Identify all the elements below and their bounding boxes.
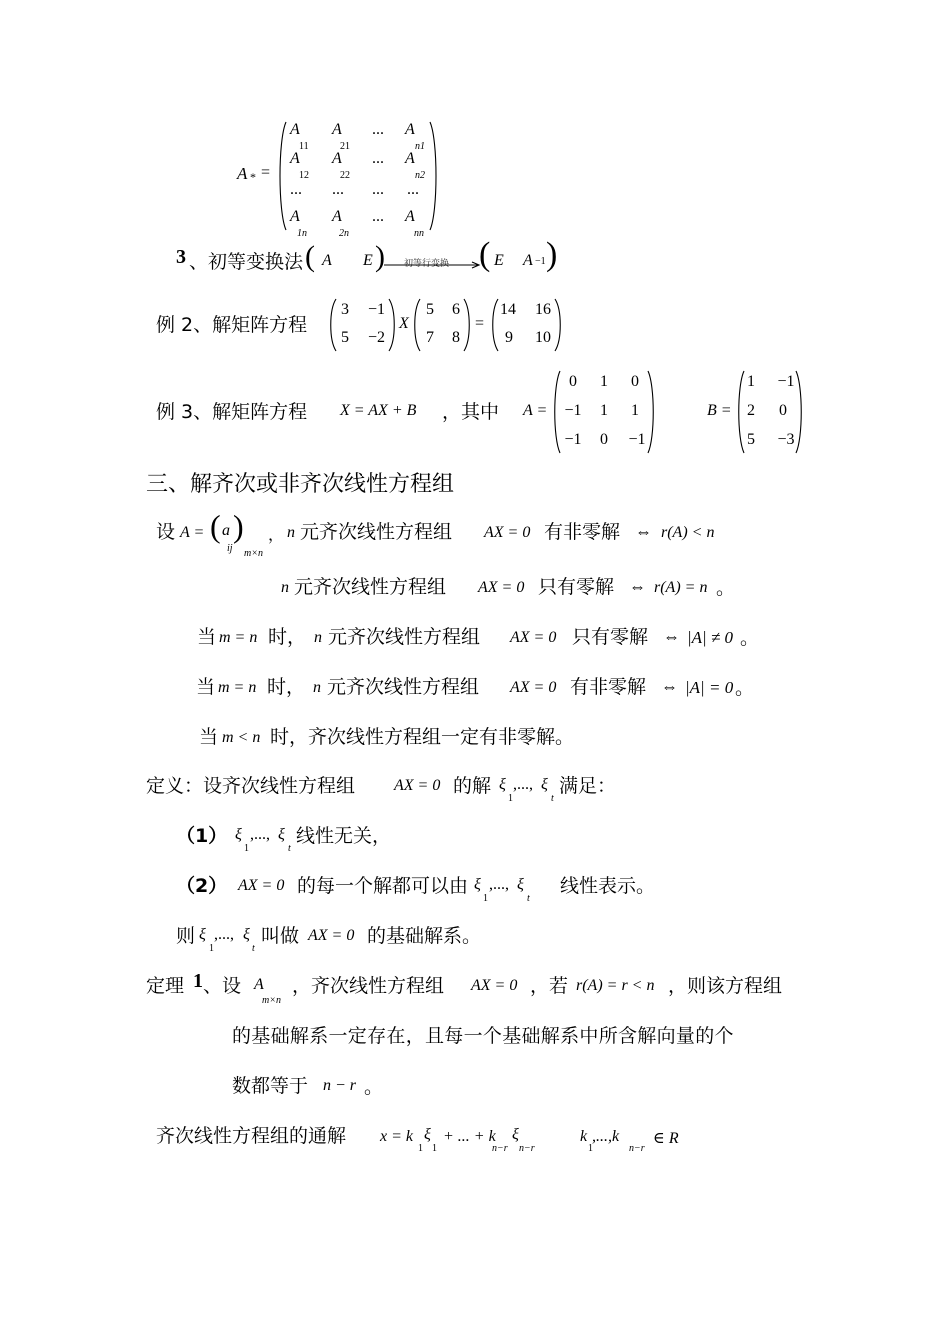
- xi-symbol: ξ: [243, 926, 250, 943]
- iff-icon: ⇔: [663, 627, 680, 646]
- called-label: 叫做: [261, 925, 300, 947]
- matrix-entry: 8: [452, 329, 460, 346]
- theorem-label-b: 、设: [203, 975, 242, 997]
- nonzero-solution: 有非零解: [544, 521, 621, 543]
- a-entry: a: [222, 522, 230, 539]
- right-bracket: [553, 298, 563, 352]
- matrix-entry-sub: nn: [414, 228, 424, 239]
- matrix-entry: A: [332, 121, 342, 138]
- plus-dots: + ... + k: [443, 1128, 496, 1145]
- AX0: AX = 0: [308, 927, 355, 944]
- example2-label: 例 2、解矩阵方程: [156, 314, 308, 336]
- x-eq-k: x = k: [380, 1128, 413, 1145]
- item3-inverse-sup: −1: [535, 256, 546, 267]
- homog-text: 元齐次线性方程组: [328, 626, 481, 648]
- xi-symbol: ξ: [512, 1126, 519, 1143]
- matrix-entry: 1: [747, 373, 755, 390]
- matrix-entry: 0: [569, 373, 577, 390]
- AX0: AX = 0: [484, 524, 531, 541]
- time-label: 时，: [268, 626, 307, 648]
- homog-text: 元齐次线性方程组: [294, 576, 447, 598]
- k-sub: n−r: [492, 1143, 508, 1154]
- matrix-entry-sub: 22: [340, 170, 350, 181]
- period: 。: [364, 1076, 384, 1098]
- matrix-entry: ...: [372, 121, 384, 138]
- matrix-entry: −3: [777, 431, 795, 448]
- homog-text: 元齐次线性方程组: [300, 521, 453, 543]
- dots: ,...,: [489, 876, 509, 893]
- right-bracket: [387, 298, 397, 352]
- xi-symbol: ξ: [541, 776, 548, 793]
- theorem-line2: 的基础解系一定存在，且每一个基础解系中所含解向量的个: [232, 1025, 734, 1047]
- matrix-entry: 5: [341, 329, 349, 346]
- theorem-then: ，则该方程组: [668, 975, 783, 997]
- dots: ,...,: [214, 926, 234, 943]
- xi-symbol: ξ: [499, 776, 506, 793]
- theorem-label: 定理: [146, 975, 185, 997]
- xi-sub: 1: [432, 1143, 437, 1154]
- matrix-entry-sub: 1n: [297, 228, 307, 239]
- item3-number: 3: [176, 246, 186, 268]
- arrow-label: 初等行变换: [404, 259, 450, 269]
- matrix-entry-sub: 12: [299, 170, 309, 181]
- matrix-A-label: A =: [523, 402, 548, 419]
- n-var: n: [313, 679, 321, 696]
- xi-sub: 1: [483, 893, 488, 904]
- k-sub: n−r: [629, 1143, 645, 1154]
- xi-symbol: ξ: [474, 876, 481, 893]
- example3-label: 例 3、解矩阵方程: [156, 401, 308, 423]
- theorem-text: ，齐次线性方程组: [292, 975, 445, 997]
- matrix-entry: A: [332, 150, 342, 167]
- condition-text: 线性无关，: [296, 825, 392, 847]
- when-label: 当: [199, 726, 219, 748]
- left-paren: (: [305, 240, 315, 273]
- then-label: 则: [176, 925, 196, 947]
- homog-must-text: 时，齐次线性方程组一定有非零解。: [270, 726, 575, 748]
- iff-icon: ⇔: [629, 577, 646, 596]
- right-bracket: [462, 298, 472, 352]
- theorem-if: ，若: [530, 975, 569, 997]
- left-paren: (: [210, 508, 221, 544]
- xi-symbol: ξ: [278, 826, 285, 843]
- definition-label: 定义：设齐次线性方程组: [146, 775, 356, 797]
- adjugate-lhs: A: [237, 164, 248, 183]
- period: 。: [735, 677, 755, 699]
- left-bracket: [490, 298, 500, 352]
- xi-symbol: ξ: [199, 926, 206, 943]
- n-var: n: [287, 524, 295, 541]
- n-var: n: [281, 579, 289, 596]
- matrix-entry: 2: [747, 402, 755, 419]
- matrix-entry-sub: n2: [415, 170, 425, 181]
- when-label: 当: [197, 626, 217, 648]
- item3-right-A: A: [523, 252, 533, 269]
- k-dots: ,...,k: [592, 1128, 620, 1145]
- matrix-entry: 6: [452, 301, 460, 318]
- example3-equation: X = AX + B: [340, 402, 417, 419]
- matrix-entry: −1: [777, 373, 795, 390]
- matrix-entry: A: [290, 121, 300, 138]
- matrix-entry: ...: [372, 208, 384, 225]
- matrix-entry-sub: 2n: [339, 228, 349, 239]
- nonzero-solution: 有非零解: [570, 676, 647, 698]
- A-def: A =: [180, 524, 205, 541]
- only-zero-solution: 只有零解: [572, 626, 649, 648]
- right-bracket: [794, 370, 804, 454]
- m-lt-n: m < n: [222, 729, 261, 746]
- matrix-entry: −1: [564, 402, 582, 419]
- det-ne-zero: |A| ≠ 0: [687, 628, 734, 647]
- item3-sep: 、: [189, 251, 209, 273]
- xi-sub: t: [527, 893, 530, 904]
- item3-title: 初等变换法: [208, 251, 304, 273]
- matrix-entry: ...: [407, 181, 419, 198]
- example3-where: ，其中: [442, 401, 500, 423]
- xi-sub: 1: [244, 843, 249, 854]
- condition-text: 线性表示。: [560, 875, 656, 897]
- right-bracket: [646, 370, 656, 454]
- matrix-entry: 16: [535, 301, 551, 318]
- matrix-entry: A: [332, 208, 342, 225]
- condition-number: （2）: [176, 875, 228, 897]
- right-paren: ): [546, 236, 558, 273]
- n-minus-r: n − r: [323, 1077, 357, 1094]
- matrix-entry: A: [405, 208, 415, 225]
- time-label: 时，: [267, 676, 306, 698]
- matrix-B-label: B =: [707, 402, 732, 419]
- xi-sub: t: [252, 943, 255, 954]
- matrix-entry: A: [405, 121, 415, 138]
- matrix-entry: 0: [779, 402, 787, 419]
- matrix-entry: −1: [368, 301, 386, 318]
- equals-sign: =: [475, 315, 485, 332]
- A-matrix: A: [254, 976, 264, 993]
- k-symbol: k: [580, 1128, 588, 1145]
- item3-left-A: A: [322, 252, 332, 269]
- matrix-entry: A: [405, 150, 415, 167]
- satisfy-label: 满足：: [559, 775, 617, 797]
- left-bracket: [328, 298, 338, 352]
- right-bracket: [428, 120, 440, 232]
- adjugate-eq: =: [261, 164, 271, 181]
- matrix-entry: 10: [535, 329, 551, 346]
- item3-right-E: E: [494, 252, 504, 269]
- item3-left-E: E: [363, 252, 373, 269]
- xi-sub: t: [288, 843, 291, 854]
- matrix-entry-sub: 11: [299, 141, 309, 152]
- dots: ,...,: [250, 826, 270, 843]
- matrix-entry: 3: [341, 301, 349, 318]
- dots: ,...,: [513, 776, 533, 793]
- condition-text: 的每一个解都可以由: [297, 875, 469, 897]
- xi-symbol: ξ: [517, 876, 524, 893]
- theorem-number: 1: [193, 970, 203, 992]
- period: 。: [716, 577, 736, 599]
- left-paren: (: [479, 236, 491, 273]
- matrix-entry: −2: [368, 329, 386, 346]
- matrix-entry: 0: [600, 431, 608, 448]
- adjugate-lhs-sub: *: [250, 170, 256, 184]
- k-sub: 1: [588, 1143, 593, 1154]
- AX0: AX = 0: [471, 977, 518, 994]
- matrix-entry: 1: [600, 402, 608, 419]
- matrix-entry-sub: n1: [415, 141, 425, 152]
- matrix-entry: ...: [372, 181, 384, 198]
- rank-condition: r(A) = r < n: [576, 977, 655, 994]
- matrix-entry: A: [290, 208, 300, 225]
- rank-lt-n: r(A) < n: [661, 524, 715, 541]
- matrix-entry: ...: [372, 150, 384, 167]
- left-bracket: [276, 120, 288, 232]
- condition-number: （1）: [176, 825, 228, 847]
- in-R: ∈ R: [653, 1130, 679, 1147]
- m-eq-n: m = n: [218, 679, 257, 696]
- matrix-entry-sub: 21: [340, 141, 350, 152]
- right-paren: ): [375, 240, 385, 273]
- when-label: 当: [196, 676, 216, 698]
- comma: ，: [268, 527, 285, 544]
- det-eq-zero: |A| = 0: [685, 678, 734, 697]
- xi-sub: 1: [508, 793, 513, 804]
- xi-sub: n−r: [519, 1143, 535, 1154]
- matrix-entry: ...: [290, 181, 302, 198]
- AX0: AX = 0: [238, 877, 285, 894]
- AX0: AX = 0: [478, 579, 525, 596]
- A-dims: m×n: [262, 995, 281, 1006]
- matrix-entry: 1: [600, 373, 608, 390]
- matrix-entry: 14: [500, 301, 516, 318]
- matrix-entry: 1: [631, 402, 639, 419]
- xi-symbol: ξ: [424, 1126, 431, 1143]
- rank-eq-n: r(A) = n: [654, 579, 708, 596]
- matrix-entry: −1: [628, 431, 646, 448]
- iff-icon: ⇔: [635, 522, 652, 541]
- matrix-entry: 5: [747, 431, 755, 448]
- theorem-line3: 数都等于: [232, 1075, 309, 1097]
- unknown-X: X: [399, 315, 409, 332]
- period: 。: [740, 627, 760, 649]
- n-var: n: [314, 629, 322, 646]
- general-solution-label: 齐次线性方程组的通解: [156, 1125, 347, 1147]
- basis-text: 的基础解系。: [367, 925, 482, 947]
- matrix-entry: −1: [564, 431, 582, 448]
- matrix-entry: 9: [505, 329, 513, 346]
- xi-sub: 1: [209, 943, 214, 954]
- xi-sub: t: [551, 793, 554, 804]
- only-zero-solution: 只有零解: [538, 576, 615, 598]
- xi-symbol: ξ: [235, 826, 242, 843]
- m-eq-n: m = n: [219, 629, 258, 646]
- matrix-entry: A: [290, 150, 300, 167]
- AX0: AX = 0: [510, 629, 557, 646]
- iff-icon: ⇔: [661, 677, 678, 696]
- AX0: AX = 0: [510, 679, 557, 696]
- matrix-entry: 5: [426, 301, 434, 318]
- left-bracket: [412, 298, 422, 352]
- k-sub: 1: [418, 1143, 423, 1154]
- a-entry-sub: ij: [227, 543, 233, 554]
- matrix-entry: ...: [332, 181, 344, 198]
- AX0: AX = 0: [394, 777, 441, 794]
- a-dims: m×n: [244, 548, 263, 559]
- matrix-entry: 0: [631, 373, 639, 390]
- matrix-entry: 7: [426, 329, 434, 346]
- section-heading: 三、解齐次或非齐次线性方程组: [146, 472, 455, 497]
- right-paren: ): [233, 508, 244, 544]
- homog-text: 元齐次线性方程组: [327, 676, 480, 698]
- solution-of: 的解: [453, 775, 492, 797]
- transform-arrow-icon: [384, 262, 484, 272]
- set-prefix: 设: [156, 521, 176, 543]
